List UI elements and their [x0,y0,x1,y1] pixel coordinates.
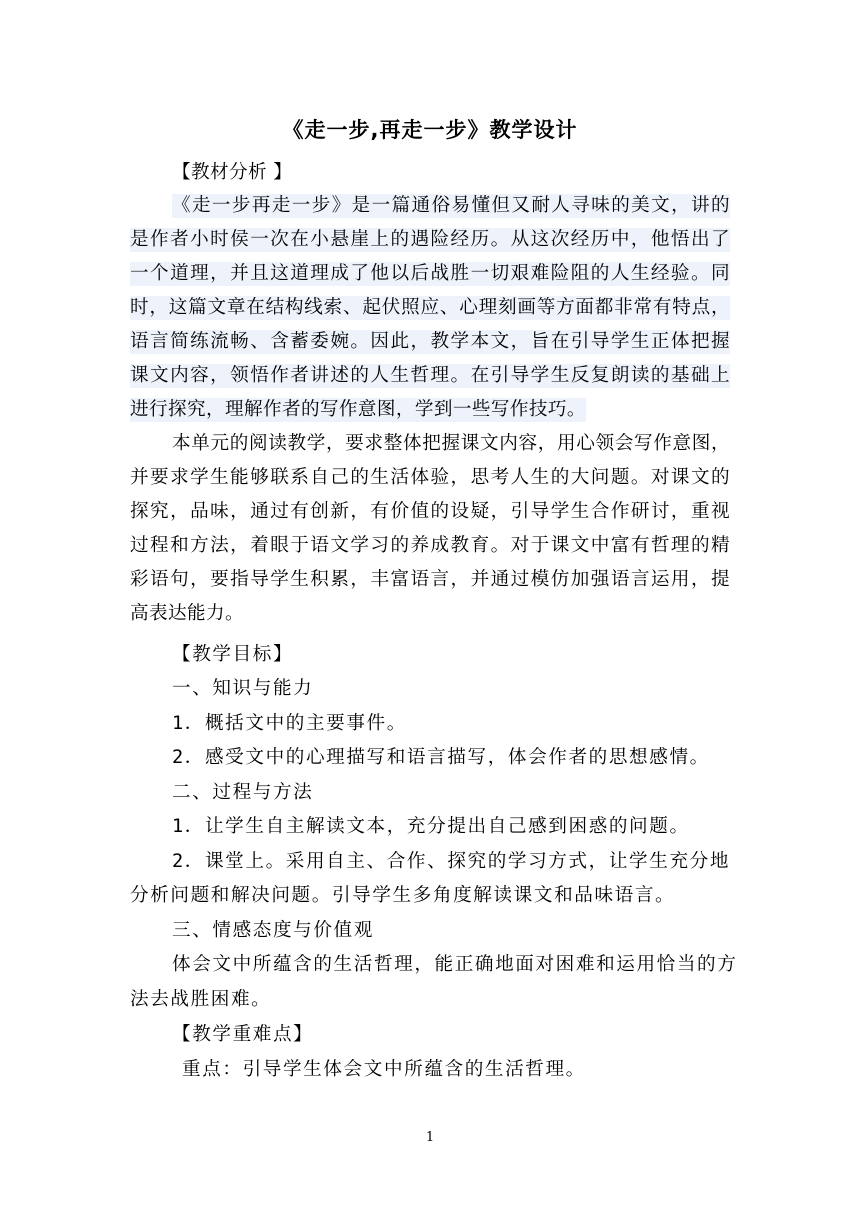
paragraph-line: 彩语句，要指导学生积累，丰富语言，并通过模仿加强语言运用，提 [130,569,730,590]
page-number: 1 [425,1130,435,1145]
paragraph-line: 本单元的阅读教学，要求整体把握课文内容，用心领会写作意图， [172,433,730,454]
paragraph-line: 《走一步再走一步》是一篇通俗易懂但又耐人寻味的美文，讲的 [172,195,730,216]
paragraph-line: 语言简练流畅、含蓄委婉。因此，教学本文，旨在引导学生正体把握 [130,331,730,352]
paragraph-line: 时，这篇文章在结构线索、起伏照应、心理刻画等方面都非常有特点， [130,297,730,318]
document-title: 《走一步,再走一步》教学设计 [282,118,578,142]
list-item: 体会文中所蕴含的生活哲理，能正确地面对困难和运用恰当的方 [172,954,738,975]
key-point-text: 重点：引导学生体会文中所蕴含的生活哲理。 [182,1059,586,1080]
subheading-values: 三、情感态度与价值观 [172,920,374,941]
paragraph-line: 探究，品味，通过有创新，有价值的设疑，引导学生合作研讨，重视 [130,501,730,522]
list-item: 法去战胜困难。 [130,989,272,1010]
paragraph-line: 高表达能力。 [130,603,244,624]
list-item: 2．感受文中的心理描写和语言描写，体会作者的思想感情。 [172,747,710,768]
list-item: 1．让学生自主解读文本，充分提出自己感到困惑的问题。 [172,816,690,837]
section-heading-key-points: 【教学重难点】 [172,1024,314,1045]
paragraph-line: 课文内容，领悟作者讲述的人生哲理。在引导学生反复朗读的基础上 [130,365,730,386]
section-heading-teaching-goals: 【教学目标】 [172,644,294,665]
paragraph-line: 并要求学生能够联系自己的生活体验，思考人生的大问题。对课文的 [130,467,730,488]
list-item: 2．课堂上。采用自主、合作、探究的学习方式，让学生充分地 [172,851,731,872]
section-heading-material-analysis: 【教材分析 】 [172,162,293,183]
paragraph-line: 进行探究，理解作者的写作意图，学到一些写作技巧。 [130,399,586,420]
subheading-process: 二、过程与方法 [172,782,314,803]
paragraph-line: 一个道理，并且这道理成了他以后战胜一切艰难险阻的人生经验。同 [130,263,730,284]
list-item: 1．概括文中的主要事件。 [172,713,407,734]
list-item: 分析问题和解决问题。引导学生多角度解读课文和品味语言。 [130,885,676,906]
subheading-knowledge: 一、知识与能力 [172,678,314,699]
paragraph-line: 过程和方法，着眼于语文学习的养成教育。对于课文中富有哲理的精 [130,535,730,556]
paragraph-line: 是作者小时侯一次在小悬崖上的遇险经历。从这次经历中，他悟出了 [130,229,730,250]
